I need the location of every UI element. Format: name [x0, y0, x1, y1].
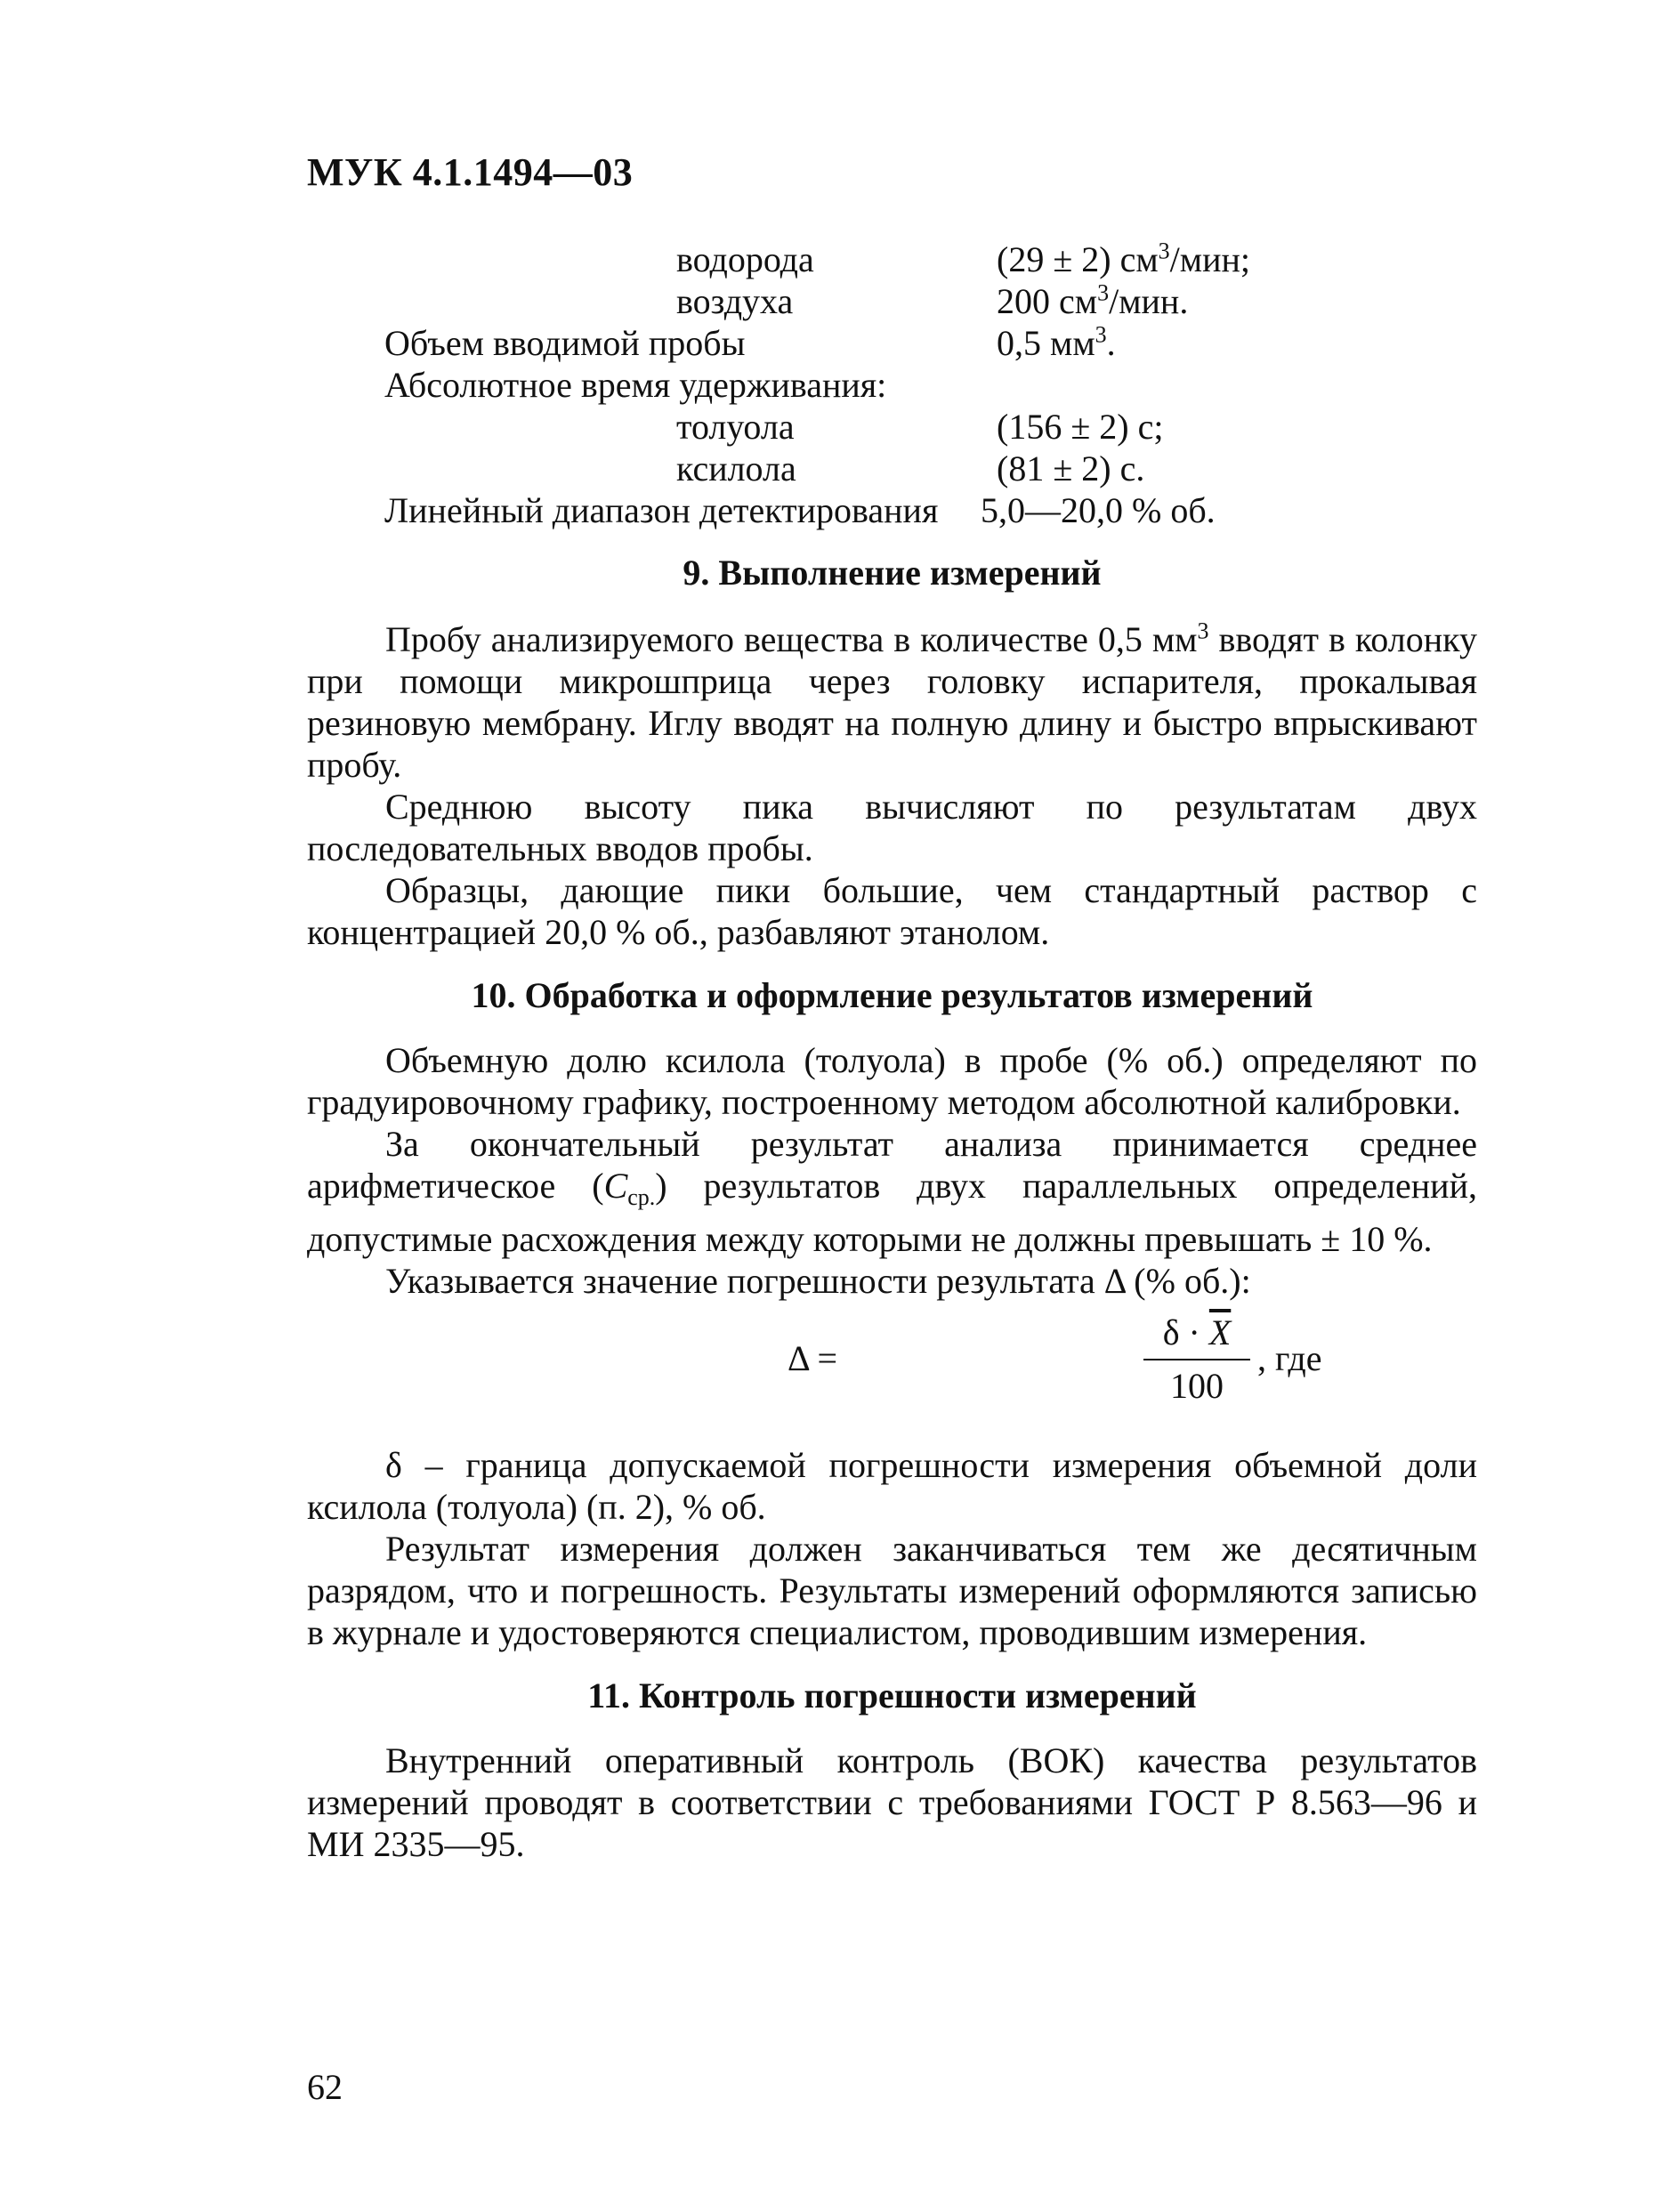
- paragraph: δ – граница допускаемой погрешности измерения объемной доли ксилола (толуола) (п. 2), % об.: [307, 1445, 1477, 1527]
- section-heading-11: 11. Контроль погрешности измерений: [587, 1675, 1197, 1716]
- param-value: (156 ± 2) с;: [997, 407, 1164, 447]
- param-label: воздуха: [676, 281, 794, 321]
- formula-fraction: [1143, 1311, 1250, 1409]
- paragraph: Объемную долю ксилола (толуола) в пробе (% об.) определяют по градуировочному графику, построенному методом абсолютной калибровки.: [307, 1040, 1477, 1122]
- formula-denominator: 100: [1170, 1366, 1224, 1406]
- section-heading-10: 10. Обработка и оформление результатов измерений: [471, 975, 1313, 1015]
- param-row: [0, 489, 1656, 531]
- formula-where: , где: [1257, 1338, 1322, 1378]
- param-value: 200 $см^3$/мин.: [997, 279, 1189, 321]
- formula: [307, 1302, 1477, 1444]
- main-text: [307, 552, 1477, 1865]
- paragraph: Результат измерения должен заканчиваться тем же десятичным разрядом, что и погрешность. Результаты измерений оформляются записью в журнале и удостоверяются специалистом, проводившим измерения.: [307, 1529, 1477, 1652]
- param-label: Абсолютное время удерживания:: [384, 365, 887, 405]
- param-label: толуола: [676, 407, 795, 447]
- parameters-list: [0, 238, 1656, 531]
- param-row: [0, 280, 1656, 322]
- paragraph: Образцы, дающие пики большие, чем стандартный раствор с концентрацией 20,0 % об., разбавляют этанолом.: [307, 870, 1477, 952]
- param-row: [0, 448, 1656, 489]
- param-value: (29 ± 2) $см^3$/мин;: [997, 238, 1251, 279]
- paragraph: Внутренний оперативный контроль (ВОК) качества результатов измерений проводят в соответствии с требованиями ГОСТ Р 8.563—96 и МИ 2335—95.: [307, 1740, 1477, 1864]
- paragraph: За окончательный результат анализа принимается среднее арифметическое $(С_{ср.})$ результатов двух параллельных определений, допустимые расхождения между которыми не должны превышать ± 10 %.: [307, 1124, 1477, 1259]
- param-value: 0,5 $мм^3$.: [997, 321, 1116, 363]
- page-number: 62: [307, 2067, 343, 2107]
- document-code: МУК 4.1.1494—03: [307, 150, 634, 194]
- param-label: ксилола: [676, 448, 796, 488]
- paragraph: Пробу анализируемого вещества в количестве 0,5 $мм^3$ вводят в колонку при помощи микрошприца через головку испарителя, прокалывая резиновую мембрану. Иглу вводят на полную длину и быстро впрыскивают пробу.: [307, 618, 1478, 785]
- formula-numerator: $\delta \cdot \overline{X}$: [1162, 1312, 1232, 1352]
- param-label: Линейный диапазон детектирования: [384, 490, 939, 530]
- param-row: [0, 364, 1656, 406]
- paragraph: Среднюю высоту пика вычисляют по результатам двух последовательных вводов пробы.: [307, 787, 1477, 868]
- paragraph: Указывается значение погрешности результата Δ (% об.):: [385, 1261, 1251, 1301]
- param-label: водорода: [676, 239, 814, 279]
- param-value: (81 ± 2) с.: [997, 448, 1145, 488]
- param-row: [0, 322, 1656, 364]
- param-row: [0, 238, 1656, 280]
- section-heading-9: 9. Выполнение измерений: [683, 553, 1102, 593]
- formula-lhs: Δ =: [788, 1338, 838, 1378]
- fraction-bar: [1143, 1359, 1250, 1360]
- param-row: [0, 406, 1656, 448]
- param-label: Объем вводимой пробы: [384, 323, 746, 363]
- param-value: 5,0—20,0 % об.: [981, 490, 1216, 530]
